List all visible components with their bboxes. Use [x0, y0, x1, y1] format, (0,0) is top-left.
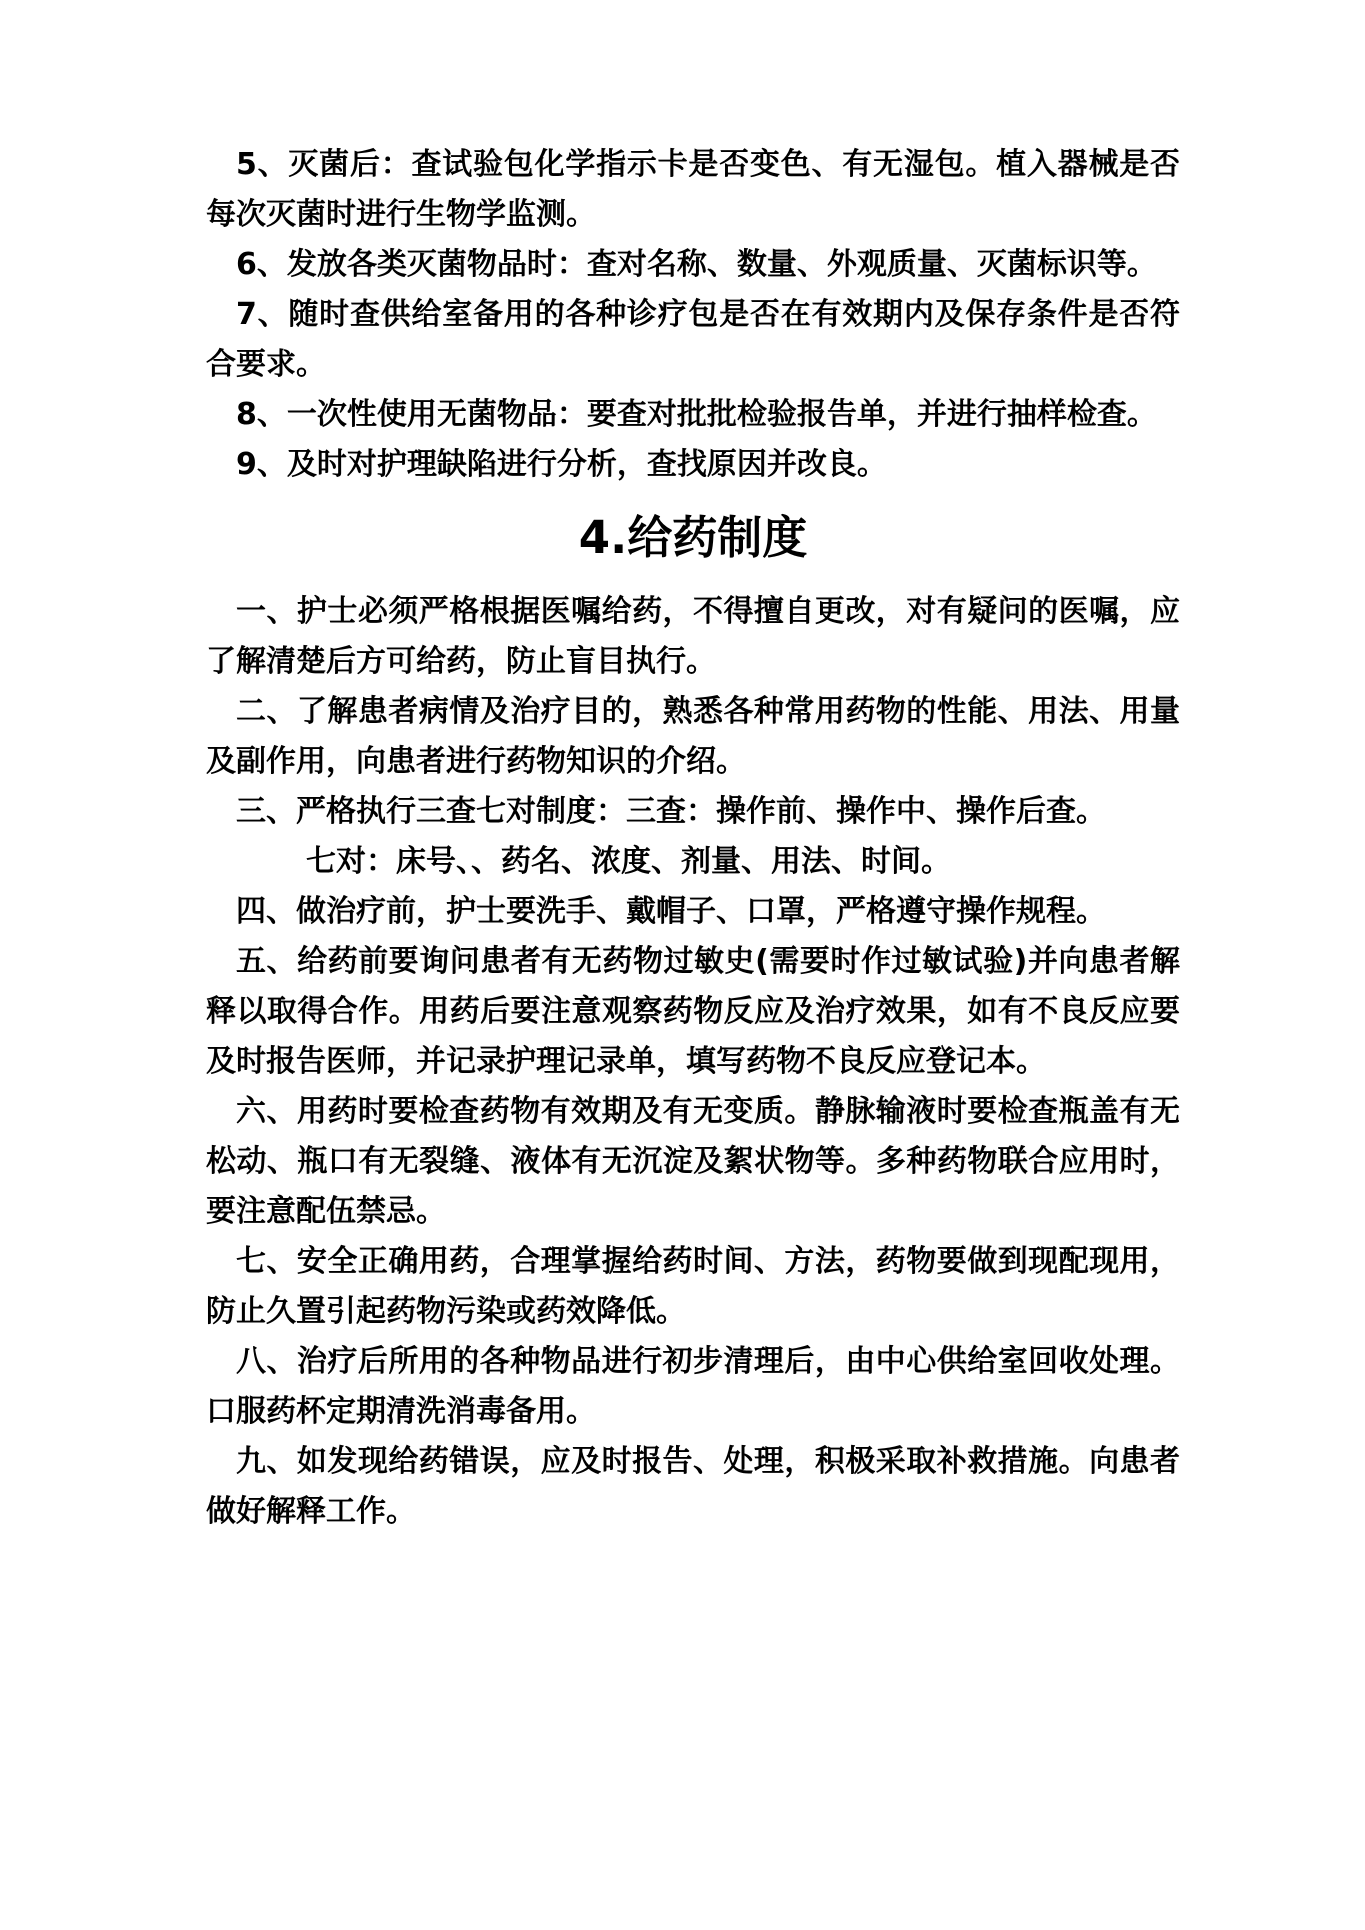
medication-rule-8: 八、治疗后所用的各种物品进行初步清理后，由中心供给室回收处理。口服药杯定期清洗消毒备用。 [206, 1344, 1180, 1429]
section3-item-7: 7、随时查供给室备用的各种诊疗包是否在有效期内及保存条件是否符合要求。 [206, 297, 1180, 382]
section3-item-9: 9、及时对护理缺陷进行分析，查找原因并改良。 [236, 447, 887, 482]
medication-rule-2: 二、了解患者病情及治疗目的，熟悉各种常用药物的性能、用法、用量及副作用，向患者进行药物知识的介绍。 [206, 694, 1180, 779]
medication-rule-7: 七、安全正确用药，合理掌握给药时间、方法，药物要做到现配现用，防止久置引起药物污染或药效降低。 [206, 1244, 1180, 1329]
section3-item-8: 8、一次性使用无菌物品：要查对批批检验报告单，并进行抽样检查。 [236, 397, 1157, 432]
document-page [206, 140, 1180, 1537]
medication-rule-6: 六、用药时要检查药物有效期及有无变质。静脉输液时要检查瓶盖有无松动、瓶口有无裂缝、液体有无沉淀及絮状物等。多种药物联合应用时，要注意配伍禁忌。 [206, 1094, 1180, 1229]
medication-rule-3: 三、严格执行三查七对制度：三查：操作前、操作中、操作后查。 [236, 794, 1106, 829]
section-title: 4.给药制度 [578, 511, 808, 564]
section3-item-5: 5、灭菌后：查试验包化学指示卡是否变色、有无湿包。植入器械是否每次灭菌时进行生物学监测。 [206, 147, 1180, 232]
medication-rule-1: 一、护士必须严格根据医嘱给药，不得擅自更改，对有疑问的医嘱，应了解清楚后方可给药，防止盲目执行。 [206, 594, 1180, 679]
medication-rule-3-seven-checks: 七对：床号、、药名、浓度、剂量、用法、时间。 [306, 844, 951, 879]
medication-rule-9: 九、如发现给药错误，应及时报告、处理，积极采取补救措施。向患者做好解释工作。 [206, 1444, 1180, 1529]
medication-rule-5: 五、给药前要询问患者有无药物过敏史(需要时作过敏试验)并向患者解释以取得合作。用药后要注意观察药物反应及治疗效果，如有不良反应要及时报告医师，并记录护理记录单，填写药物不良反应登记本。 [206, 944, 1180, 1079]
medication-rule-4: 四、做治疗前，护士要洗手、戴帽子、口罩，严格遵守操作规程。 [236, 894, 1106, 929]
section3-item-6: 6、发放各类灭菌物品时：查对名称、数量、外观质量、灭菌标识等。 [236, 247, 1157, 282]
